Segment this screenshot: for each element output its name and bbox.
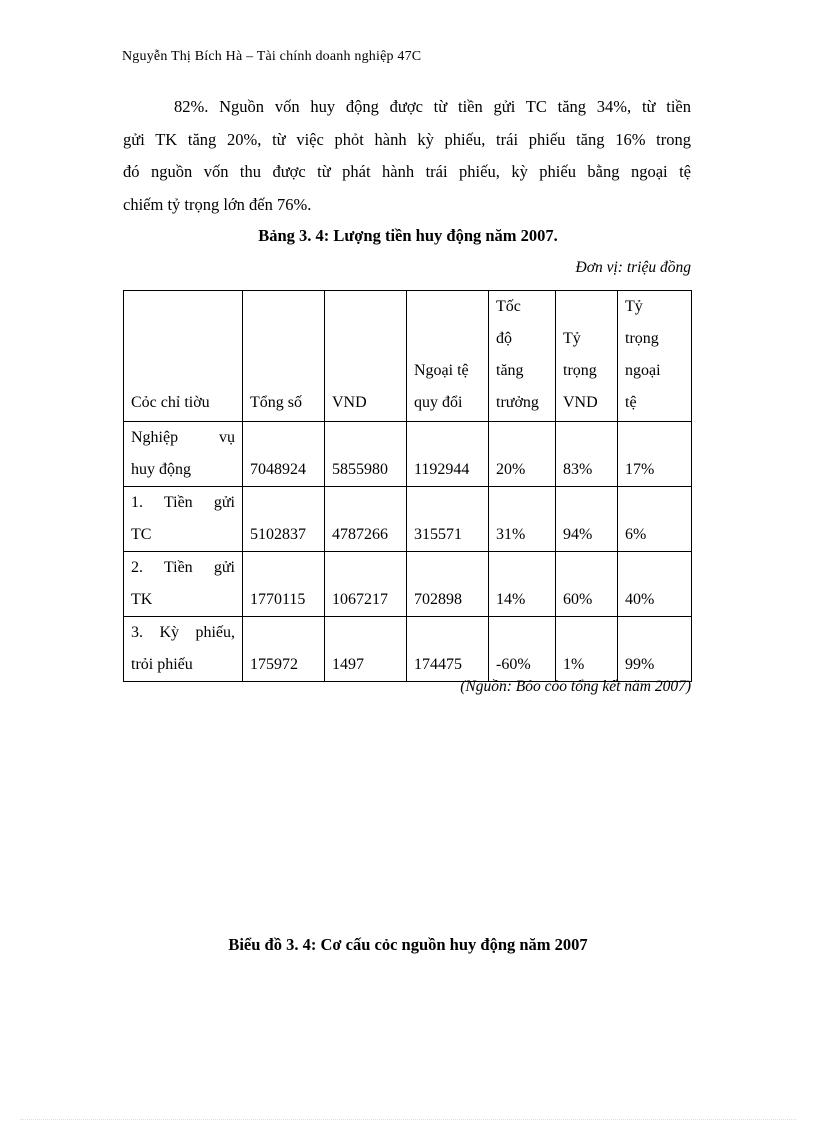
cell-growth: -60% — [489, 617, 556, 682]
mobilization-table — [123, 290, 692, 682]
cell-foreign: 1192944 — [407, 422, 489, 487]
cell-vnd-share: 60% — [556, 552, 618, 617]
row-label: 1. Tiền gửi TC — [124, 487, 243, 552]
cell-total: 7048924 — [243, 422, 325, 487]
cell-vnd-share: 83% — [556, 422, 618, 487]
cell-foreign: 702898 — [407, 552, 489, 617]
page-bottom-divider — [20, 1119, 796, 1120]
body-paragraph — [123, 91, 691, 221]
cell-vnd: 4787266 — [325, 487, 407, 552]
source-note: (Nguồn: Bỏo cỏo tổng kết năm 2007) — [460, 678, 691, 695]
header-cell-indicators: Cỏc chỉ tiờu — [124, 291, 243, 422]
row-label: 2. Tiền gửi TK — [124, 552, 243, 617]
paragraph-line: đó nguồn vốn thu được từ phát hành trái phiếu, kỳ phiếu bằng ngoại tệ — [123, 162, 691, 181]
table-row — [124, 617, 692, 682]
cell-vnd: 1067217 — [325, 552, 407, 617]
cell-vnd: 5855980 — [325, 422, 407, 487]
header-cell-growth: Tốc độ tăng trưởng — [489, 291, 556, 422]
cell-foreign-share: 6% — [618, 487, 692, 552]
unit-note: Đơn vị: triệu đồng — [575, 259, 691, 276]
cell-foreign-share: 40% — [618, 552, 692, 617]
header-cell-total: Tổng số — [243, 291, 325, 422]
table-row — [124, 422, 692, 487]
cell-growth: 14% — [489, 552, 556, 617]
table-row — [124, 487, 692, 552]
header-cell-vnd-share: Tỷ trọng VND — [556, 291, 618, 422]
cell-foreign: 174475 — [407, 617, 489, 682]
row-label: 3. Kỳ phiếu, trỏi phiếu — [124, 617, 243, 682]
page-header: Nguyễn Thị Bích Hà – Tài chính doanh nghiệp 47C — [122, 49, 422, 64]
paragraph-line: 82%. Nguồn vốn huy động được từ tiền gửi TC tăng 34%, từ tiền — [174, 97, 691, 116]
table-header-row — [124, 291, 692, 422]
cell-foreign: 315571 — [407, 487, 489, 552]
paragraph-line: gửi TK tăng 20%, từ việc phỏt hành kỳ phiếu, trái phiếu tăng 16% trong — [123, 129, 691, 149]
header-cell-foreign-share: Tỷ trọng ngoại tệ — [618, 291, 692, 422]
cell-vnd-share: 94% — [556, 487, 618, 552]
table-caption: Bảng 3. 4: Lượng tiền huy động năm 2007. — [258, 226, 558, 245]
cell-vnd: 1497 — [325, 617, 407, 682]
cell-foreign-share: 99% — [618, 617, 692, 682]
cell-growth: 31% — [489, 487, 556, 552]
cell-total: 1770115 — [243, 552, 325, 617]
table-row — [124, 552, 692, 617]
chart-title: Biểu đồ 3. 4: Cơ cấu cỏc nguồn huy động năm 2007 — [228, 935, 588, 954]
cell-vnd-share: 1% — [556, 617, 618, 682]
row-label: Nghiệp vụ huy động — [124, 422, 243, 487]
cell-total: 5102837 — [243, 487, 325, 552]
header-cell-vnd: VND — [325, 291, 407, 422]
header-cell-foreign: Ngoại tệ quy đổi — [407, 291, 489, 422]
cell-total: 175972 — [243, 617, 325, 682]
cell-foreign-share: 17% — [618, 422, 692, 487]
cell-growth: 20% — [489, 422, 556, 487]
paragraph-line: chiếm tỷ trọng lớn đến 76%. — [123, 194, 312, 214]
